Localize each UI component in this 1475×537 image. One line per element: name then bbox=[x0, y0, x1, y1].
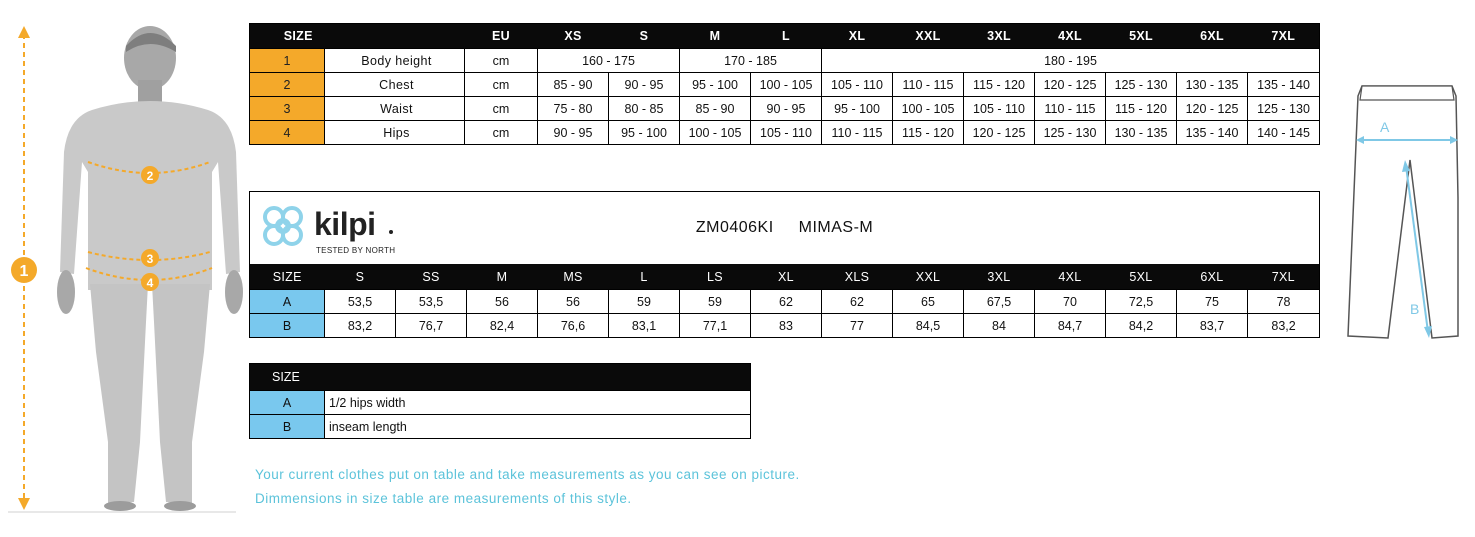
table-cell: 82,4 bbox=[467, 314, 538, 338]
row-number: 3 bbox=[250, 97, 325, 121]
header-cell: EU bbox=[465, 24, 538, 49]
pants-measurement-figure bbox=[1340, 78, 1470, 343]
marker-a: A bbox=[1380, 119, 1390, 135]
table-header bbox=[250, 264, 1320, 290]
table-cell: 130 - 135 bbox=[1106, 121, 1177, 145]
header-cell: XL bbox=[822, 24, 893, 49]
row-label: 1/2 hips width bbox=[325, 391, 751, 415]
table-row bbox=[250, 121, 1320, 145]
table-cell: 140 - 145 bbox=[1248, 121, 1320, 145]
table-row bbox=[250, 415, 751, 439]
marker-2 bbox=[141, 166, 159, 184]
table-cell: 90 - 95 bbox=[538, 121, 609, 145]
table-cell: 84 bbox=[964, 314, 1035, 338]
table-cell: 95 - 100 bbox=[822, 97, 893, 121]
header-cell: XLS bbox=[822, 264, 893, 290]
svg-text:kilpi: kilpi bbox=[314, 206, 376, 242]
table-row bbox=[250, 73, 1320, 97]
table-cell: 70 bbox=[1035, 290, 1106, 314]
header-cell: SS bbox=[396, 264, 467, 290]
table-cell: 83 bbox=[751, 314, 822, 338]
svg-text:4: 4 bbox=[146, 276, 154, 290]
table-row bbox=[250, 314, 1320, 338]
header-cell: SIZE bbox=[250, 364, 751, 391]
body-size-table bbox=[249, 23, 1320, 145]
row-unit: cm bbox=[465, 73, 538, 97]
table-cell: 180 - 195 bbox=[822, 49, 1320, 73]
table-cell: 78 bbox=[1248, 290, 1320, 314]
row-unit: cm bbox=[465, 121, 538, 145]
header-cell: 4XL bbox=[1035, 264, 1106, 290]
table-cell: 120 - 125 bbox=[1177, 97, 1248, 121]
header-cell: S bbox=[609, 24, 680, 49]
table-cell: 135 - 140 bbox=[1177, 121, 1248, 145]
table-cell: 90 - 95 bbox=[609, 73, 680, 97]
header-cell: XS bbox=[538, 24, 609, 49]
header-cell: XXL bbox=[893, 24, 964, 49]
table-cell: 65 bbox=[893, 290, 964, 314]
marker-b: B bbox=[1410, 301, 1420, 317]
header-cell: 6XL bbox=[1177, 264, 1248, 290]
table-cell: 76,7 bbox=[396, 314, 467, 338]
table-cell: 120 - 125 bbox=[964, 121, 1035, 145]
header-cell: XXL bbox=[893, 264, 964, 290]
product-code: ZM0406KI bbox=[695, 219, 774, 236]
table-row bbox=[250, 97, 1320, 121]
table-header bbox=[250, 364, 751, 391]
header-cell: 5XL bbox=[1106, 24, 1177, 49]
knot-icon bbox=[265, 208, 301, 244]
table-cell: 130 - 135 bbox=[1177, 73, 1248, 97]
row-key: A bbox=[250, 290, 325, 314]
table-cell: 84,2 bbox=[1106, 314, 1177, 338]
body-measurement-figure bbox=[0, 22, 248, 514]
table-cell: 125 - 130 bbox=[1248, 97, 1320, 121]
row-number: 4 bbox=[250, 121, 325, 145]
marker-3 bbox=[141, 249, 159, 267]
table-cell: 59 bbox=[609, 290, 680, 314]
header-cell: 4XL bbox=[1035, 24, 1106, 49]
header-cell: S bbox=[325, 264, 396, 290]
table-cell: 77,1 bbox=[680, 314, 751, 338]
header-cell: XL bbox=[751, 264, 822, 290]
table-cell: 95 - 100 bbox=[609, 121, 680, 145]
row-label: Chest bbox=[325, 73, 465, 97]
row-label: Waist bbox=[325, 97, 465, 121]
table-row bbox=[250, 49, 1320, 73]
table-cell: 105 - 110 bbox=[751, 121, 822, 145]
svg-text:1: 1 bbox=[19, 263, 29, 280]
table-cell: 62 bbox=[751, 290, 822, 314]
header-cell: MS bbox=[538, 264, 609, 290]
svg-text:2: 2 bbox=[146, 169, 154, 183]
table-cell: 115 - 120 bbox=[1106, 97, 1177, 121]
table-cell: 120 - 125 bbox=[1035, 73, 1106, 97]
marker-1 bbox=[11, 257, 37, 283]
table-cell: 115 - 120 bbox=[964, 73, 1035, 97]
table-cell: 125 - 130 bbox=[1106, 73, 1177, 97]
table-cell: 100 - 105 bbox=[751, 73, 822, 97]
instruction-note: Your current clothes put on table and take measurements as you can see on picture. bbox=[255, 467, 800, 482]
row-unit: cm bbox=[465, 97, 538, 121]
table-cell: 53,5 bbox=[396, 290, 467, 314]
table-cell: 62 bbox=[822, 290, 893, 314]
header-cell: 7XL bbox=[1248, 24, 1320, 49]
header-cell: 7XL bbox=[1248, 264, 1320, 290]
header-cell: 3XL bbox=[964, 264, 1035, 290]
table-cell: 56 bbox=[467, 290, 538, 314]
table-cell: 72,5 bbox=[1106, 290, 1177, 314]
table-cell: 135 - 140 bbox=[1248, 73, 1320, 97]
table-cell: 67,5 bbox=[964, 290, 1035, 314]
table-row bbox=[250, 391, 751, 415]
row-key: B bbox=[250, 415, 325, 439]
table-cell: 110 - 115 bbox=[1035, 97, 1106, 121]
table-cell: 115 - 120 bbox=[893, 121, 964, 145]
header-cell: SIZE bbox=[250, 24, 325, 49]
table-cell: 77 bbox=[822, 314, 893, 338]
table-cell: 170 - 185 bbox=[680, 49, 822, 73]
table-cell: 83,1 bbox=[609, 314, 680, 338]
table-cell: 75 bbox=[1177, 290, 1248, 314]
table-cell: 160 - 175 bbox=[538, 49, 680, 73]
svg-text:TESTED BY NORTH: TESTED BY NORTH bbox=[316, 246, 396, 255]
header-cell: M bbox=[467, 264, 538, 290]
table-cell: 85 - 90 bbox=[680, 97, 751, 121]
svg-text:3: 3 bbox=[146, 252, 154, 266]
table-cell: 100 - 105 bbox=[680, 121, 751, 145]
table-cell: 110 - 115 bbox=[822, 121, 893, 145]
table-header bbox=[250, 24, 1320, 49]
header-cell: M bbox=[680, 24, 751, 49]
table-cell: 56 bbox=[538, 290, 609, 314]
row-number: 1 bbox=[250, 49, 325, 73]
table-cell: 125 - 130 bbox=[1035, 121, 1106, 145]
header-cell: 3XL bbox=[964, 24, 1035, 49]
table-cell: 80 - 85 bbox=[609, 97, 680, 121]
marker-4 bbox=[141, 273, 159, 291]
instruction-note: Dimmensions in size table are measurements of this style. bbox=[255, 491, 632, 506]
row-key: B bbox=[250, 314, 325, 338]
table-cell: 76,6 bbox=[538, 314, 609, 338]
header-cell: L bbox=[609, 264, 680, 290]
row-number: 2 bbox=[250, 73, 325, 97]
header-cell: 6XL bbox=[1177, 24, 1248, 49]
header-cell: SIZE bbox=[250, 264, 325, 290]
table-cell: 59 bbox=[680, 290, 751, 314]
table-cell: 85 - 90 bbox=[538, 73, 609, 97]
table-cell: 110 - 115 bbox=[893, 73, 964, 97]
table-cell: 100 - 105 bbox=[893, 97, 964, 121]
header-cell: LS bbox=[680, 264, 751, 290]
table-cell: 84,5 bbox=[893, 314, 964, 338]
table-cell: 84,7 bbox=[1035, 314, 1106, 338]
table-cell: 105 - 110 bbox=[822, 73, 893, 97]
header-cell: 5XL bbox=[1106, 264, 1177, 290]
table-cell: 75 - 80 bbox=[538, 97, 609, 121]
table-row bbox=[250, 290, 1320, 314]
row-key: A bbox=[250, 391, 325, 415]
header-cell bbox=[325, 24, 465, 49]
table-cell: 90 - 95 bbox=[751, 97, 822, 121]
kilpi-logo bbox=[258, 199, 428, 259]
table-cell: 83,7 bbox=[1177, 314, 1248, 338]
table-cell: 95 - 100 bbox=[680, 73, 751, 97]
table-cell: 83,2 bbox=[1248, 314, 1320, 338]
table-cell: 53,5 bbox=[325, 290, 396, 314]
row-label: Hips bbox=[325, 121, 465, 145]
table-cell: 83,2 bbox=[325, 314, 396, 338]
product-name: MIMAS-M bbox=[798, 219, 874, 236]
row-label: Body height bbox=[325, 49, 465, 73]
row-label: inseam length bbox=[325, 415, 751, 439]
table-cell: 105 - 110 bbox=[964, 97, 1035, 121]
legend-table bbox=[249, 363, 751, 439]
header-cell: L bbox=[751, 24, 822, 49]
row-unit: cm bbox=[465, 49, 538, 73]
